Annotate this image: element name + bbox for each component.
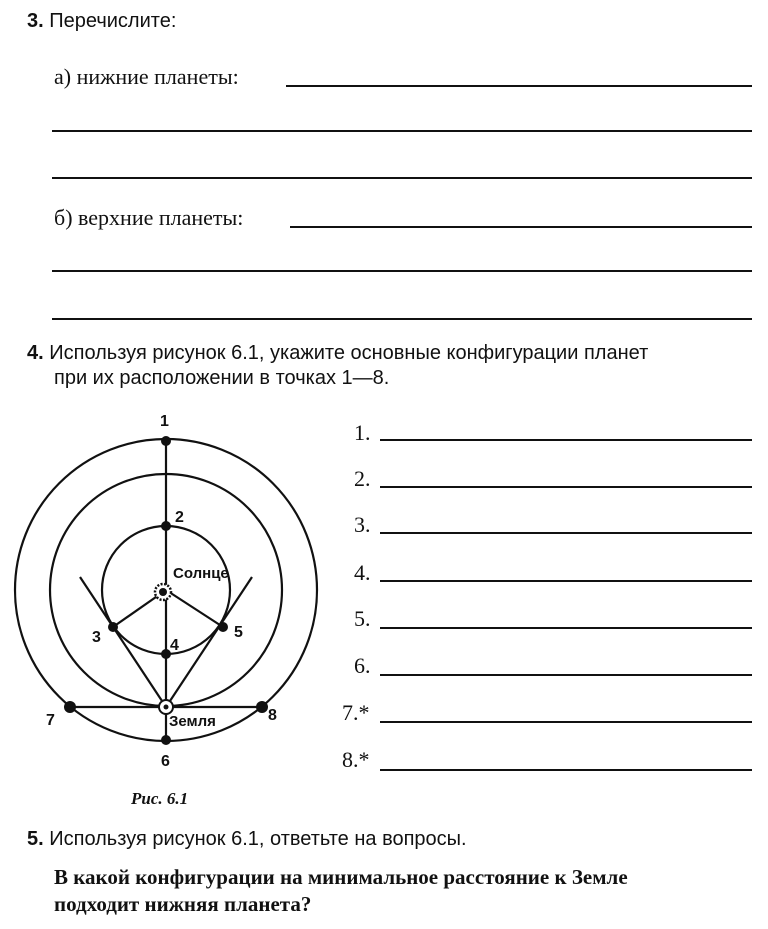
answer-label-8: 8.* bbox=[342, 747, 370, 772]
question-4-heading bbox=[27, 341, 648, 366]
answer-label-4: 4. bbox=[354, 560, 371, 585]
question-3-title: Перечислите: bbox=[49, 10, 177, 32]
question-3-heading bbox=[27, 9, 176, 34]
sun-icon bbox=[155, 584, 171, 600]
label-point-5: 5 bbox=[234, 624, 243, 641]
question-5-number: 5. bbox=[27, 828, 44, 850]
answer-label-3: 3. bbox=[354, 512, 371, 537]
question-5-heading bbox=[27, 827, 467, 852]
answer-line-lower-3[interactable] bbox=[52, 177, 752, 179]
point-2 bbox=[161, 521, 171, 531]
question-5-text-line1: В какой конфигурации на минимальное расстояние к Земле bbox=[54, 865, 628, 889]
answer-label-7: 7.* bbox=[342, 700, 370, 725]
point-6 bbox=[161, 735, 171, 745]
answer-label-6: 6. bbox=[354, 653, 371, 678]
answer-label-5: 5. bbox=[354, 606, 371, 631]
label-upper-planets: б) верхние планеты: bbox=[54, 205, 244, 230]
answer-label-1: 1. bbox=[354, 420, 371, 445]
orbit-diagram bbox=[0, 400, 340, 770]
answer-line-upper-2[interactable] bbox=[52, 270, 752, 272]
point-7 bbox=[64, 701, 76, 713]
answer-line-3[interactable] bbox=[380, 532, 752, 534]
question-4-line2: при их расположении в точках 1—8. bbox=[54, 367, 390, 389]
label-point-8: 8 bbox=[268, 707, 277, 724]
answer-line-4[interactable] bbox=[380, 580, 752, 582]
label-sun: Солнце bbox=[173, 565, 229, 582]
question-5-title: Используя рисунок 6.1, ответьте на вопросы. bbox=[49, 828, 467, 850]
question-3-number: 3. bbox=[27, 10, 44, 32]
figure-caption: Рис. 6.1 bbox=[131, 789, 189, 808]
answer-label-2: 2. bbox=[354, 466, 371, 491]
label-point-7: 7 bbox=[46, 712, 55, 729]
point-1 bbox=[161, 436, 171, 446]
label-earth: Земля bbox=[169, 713, 216, 730]
label-point-6: 6 bbox=[161, 753, 170, 770]
question-5-text-line2: подходит нижняя планета? bbox=[54, 892, 312, 916]
question-4-line1: Используя рисунок 6.1, укажите основные конфигурации планет bbox=[49, 342, 649, 364]
earth-icon bbox=[159, 700, 173, 714]
sun-to-point-5 bbox=[166, 590, 223, 627]
label-point-4: 4 bbox=[170, 637, 179, 654]
answer-line-lower-2[interactable] bbox=[52, 130, 752, 132]
answer-line-2[interactable] bbox=[380, 486, 752, 488]
answer-line-6[interactable] bbox=[380, 674, 752, 676]
question-4-number: 4. bbox=[27, 342, 44, 364]
answer-line-8[interactable] bbox=[380, 769, 752, 771]
answer-line-5[interactable] bbox=[380, 627, 752, 629]
label-point-3: 3 bbox=[92, 629, 101, 646]
answer-line-7[interactable] bbox=[380, 721, 752, 723]
label-point-2: 2 bbox=[175, 509, 184, 526]
answer-line-lower-1[interactable] bbox=[286, 85, 752, 87]
label-lower-planets: а) нижние планеты: bbox=[54, 64, 239, 89]
point-3 bbox=[108, 622, 118, 632]
answer-line-upper-1[interactable] bbox=[290, 226, 752, 228]
answer-line-1[interactable] bbox=[380, 439, 752, 441]
point-5 bbox=[218, 622, 228, 632]
label-point-1: 1 bbox=[160, 413, 169, 430]
answer-line-upper-3[interactable] bbox=[52, 318, 752, 320]
point-8 bbox=[256, 701, 268, 713]
